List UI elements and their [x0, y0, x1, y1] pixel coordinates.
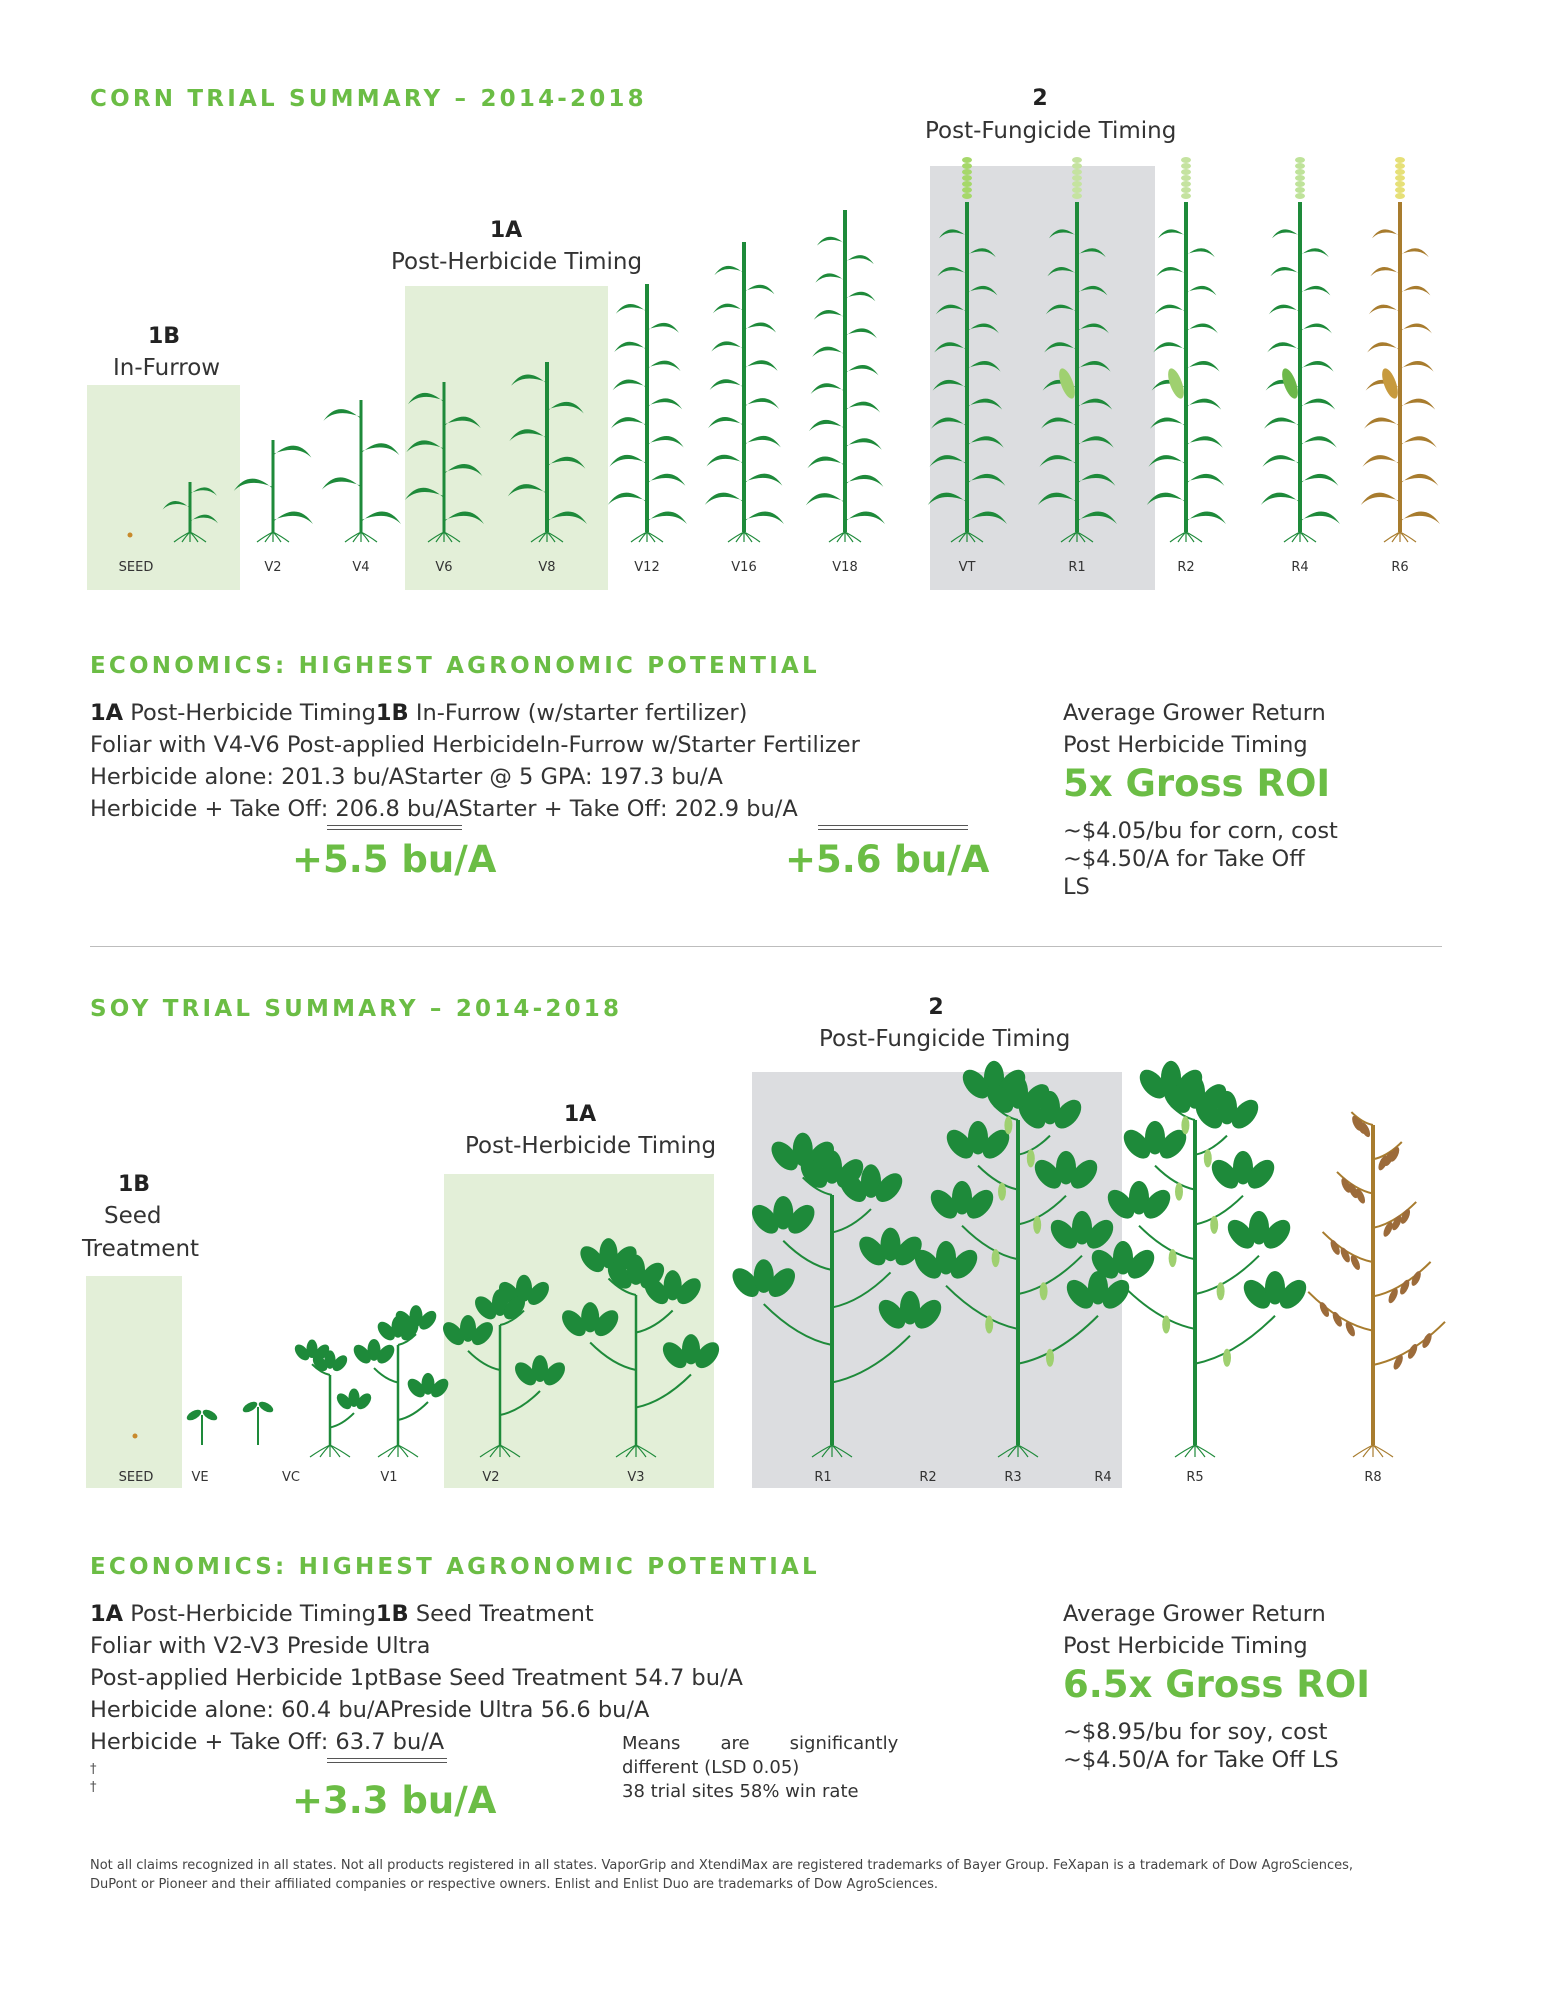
corn-gain-right: +5.6 bu/A [785, 838, 990, 881]
corn-label-2-text: Post-Fungicide Timing [925, 118, 1177, 144]
corn-stage-v18: V18 [832, 560, 858, 575]
corn-stage-seed: SEED [118, 560, 154, 575]
corn-stage-v6: V6 [435, 560, 453, 575]
soy-stage-ve: VE [191, 1470, 209, 1485]
soy-econ-line-5: Herbicide + Take Off: 63.7 bu/A [90, 1729, 445, 1755]
soy-econ-line-2: Foliar with V2-V3 Preside Ultra [90, 1633, 431, 1659]
corn-cost-line-2: ~$4.50/A for Take Off [1063, 846, 1305, 872]
soy-gain-left: +3.3 bu/A [292, 1779, 497, 1822]
corn-label-1a-number: 1A [489, 218, 523, 243]
footer-line-1: Not all claims recognized in all states. Not all products registered in all states. VaporGrip and XtendiMax are registered trademarks of Bayer Group. FeXapan is a trademark of Dow AgroSciences, [90, 1858, 1354, 1873]
soy-stage-vc: VC [282, 1470, 300, 1485]
soy-plant-r8 [1308, 1112, 1445, 1457]
corn-stage-r4: R4 [1291, 560, 1309, 575]
corn-label-2-number: 2 [1032, 86, 1048, 111]
soy-plant-v3 [557, 1238, 723, 1457]
soy-plant-v2 [439, 1275, 569, 1457]
soy-econ-1a-tag: 1A [90, 1601, 124, 1627]
soy-return-line-2: Post Herbicide Timing [1063, 1633, 1308, 1659]
corn-econ-line-2: Foliar with V4-V6 Post-applied HerbicideIn-Furrow w/Starter Fertilizer [90, 732, 860, 758]
corn-econ-1a-tag: 1A [90, 700, 124, 726]
corn-stage-v8: V8 [538, 560, 556, 575]
soy-plant-r5 [1087, 1061, 1312, 1457]
soy-stage-r4: R4 [1094, 1470, 1112, 1485]
soy-label-1b-number: 1B [117, 1172, 151, 1197]
soy-econ-line-4: Herbicide alone: 60.4 bu/APreside Ultra 56.6 bu/A [90, 1697, 650, 1723]
soy-econ-1b-text: Seed Treatment [408, 1601, 594, 1627]
soy-plant-vc [241, 1400, 275, 1445]
corn-econ-1a-text: Post-Herbicide Timing [123, 700, 376, 726]
soy-cost-line-1: ~$8.95/bu for soy, cost [1063, 1719, 1328, 1745]
soy-label-1b-text-2: Treatment [82, 1236, 200, 1262]
soy-seed-dot [133, 1434, 138, 1439]
soy-label-1a-text: Post-Herbicide Timing [465, 1133, 717, 1159]
corn-econ-line-4: Herbicide + Take Off: 206.8 bu/AStarter + Take Off: 202.9 bu/A [90, 796, 798, 822]
corn-econ-line-3: Herbicide alone: 201.3 bu/AStarter @ 5 GPA: 197.3 bu/A [90, 764, 723, 790]
soy-stage-v1: V1 [380, 1470, 398, 1485]
soy-roi: 6.5x Gross ROI [1063, 1663, 1370, 1706]
soy-dagger-1: † [90, 1762, 97, 1777]
corn-stage-r2: R2 [1177, 560, 1195, 575]
soy-means-line-2: different (LSD 0.05) [622, 1757, 800, 1778]
corn-econ-1b-text: In-Furrow (w/starter fertilizer) [408, 700, 748, 726]
footer-line-2: DuPont or Pioneer and their affiliated companies or respective owners. Enlist and Enlist Duo are trademarks of Dow AgroSciences. [90, 1877, 939, 1892]
soy-plant-ve [185, 1408, 219, 1445]
corn-return-line-1: Average Grower Return [1063, 700, 1326, 726]
soy-plant-v1-b [350, 1305, 451, 1457]
soy-label-1a-number: 1A [563, 1102, 597, 1127]
corn-return-line-2: Post Herbicide Timing [1063, 732, 1308, 758]
soy-econ-1a-text: Post-Herbicide Timing [123, 1601, 376, 1627]
corn-stage-v16: V16 [731, 560, 757, 575]
corn-economics-title: ECONOMICS: HIGHEST AGRONOMIC POTENTIAL [90, 653, 820, 679]
corn-stage-v4: V4 [352, 560, 370, 575]
soy-means-line-3: 38 trial sites 58% win rate [622, 1781, 859, 1802]
corn-stage-r1: R1 [1068, 560, 1086, 575]
soy-cost-line-2: ~$4.50/A for Take Off LS [1063, 1747, 1339, 1773]
corn-cost-line-1: ~$4.05/bu for corn, cost [1063, 818, 1338, 844]
soy-stage-seed: SEED [118, 1470, 154, 1485]
soy-stage-v2: V2 [482, 1470, 500, 1485]
soy-plant-r1 [727, 1133, 946, 1457]
corn-econ-1b-tag: 1B [375, 700, 409, 726]
soy-econ-1b-tag: 1B [375, 1601, 409, 1627]
soy-stage-r2: R2 [919, 1470, 937, 1485]
corn-gain-left: +5.5 bu/A [292, 838, 497, 881]
corn-stage-r6: R6 [1391, 560, 1409, 575]
soy-label-2-text: Post-Fungicide Timing [819, 1026, 1071, 1052]
corn-label-1a-text: Post-Herbicide Timing [391, 249, 643, 275]
soy-economics-title: ECONOMICS: HIGHEST AGRONOMIC POTENTIAL [90, 1554, 820, 1580]
soy-stage-v3: V3 [627, 1470, 645, 1485]
corn-label-1b-text: In-Furrow [113, 355, 221, 381]
soy-stage-r1: R1 [814, 1470, 832, 1485]
soy-dagger-2: † [90, 1780, 97, 1795]
soy-section-title: SOY TRIAL SUMMARY – 2014-2018 [90, 996, 623, 1022]
soy-label-1b-text-1: Seed [104, 1203, 162, 1229]
soy-econ-line-3: Post-applied Herbicide 1ptBase Seed Treatment 54.7 bu/A [90, 1665, 743, 1691]
soy-means-line-1: Means are significantly [622, 1733, 899, 1754]
corn-stage-v2: V2 [264, 560, 282, 575]
corn-section-title: CORN TRIAL SUMMARY – 2014-2018 [90, 86, 647, 112]
corn-roi: 5x Gross ROI [1063, 762, 1331, 805]
footer-disclaimer [90, 1856, 1460, 1894]
soy-econ-line-1 [90, 1601, 594, 1627]
corn-cost-line-3: LS [1063, 874, 1090, 900]
soy-underline-left [327, 1758, 447, 1763]
soy-stage-r8: R8 [1364, 1470, 1382, 1485]
soy-stage-r5: R5 [1186, 1470, 1204, 1485]
corn-label-1b-number: 1B [147, 324, 181, 349]
soy-label-2-number: 2 [928, 995, 944, 1020]
soy-return-line-1: Average Grower Return [1063, 1601, 1326, 1627]
soy-stage-r3: R3 [1004, 1470, 1022, 1485]
corn-stage-v12: V12 [634, 560, 660, 575]
corn-stage-vt: VT [958, 560, 976, 575]
